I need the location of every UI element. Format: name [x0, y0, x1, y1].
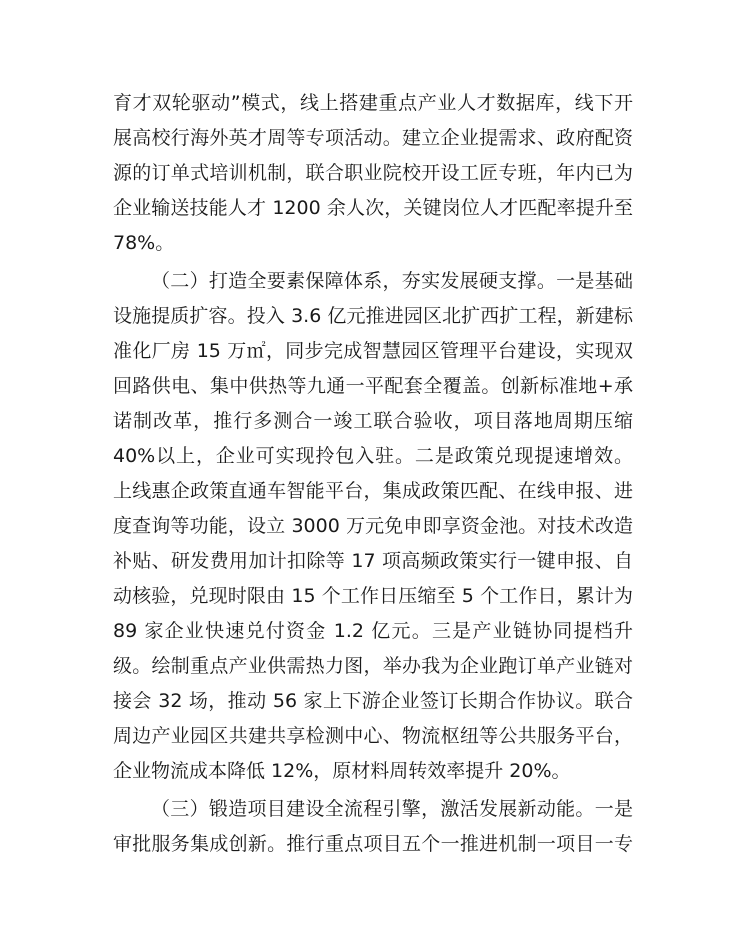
paragraph-1-line-1: 育才双轮驱动”模式，线上搭建重点产业人才数据库，线下开: [113, 92, 633, 114]
paragraph-2-line-14: 周边产业园区共建共享检测中心、物流枢纽等公共服务平台，: [113, 725, 633, 747]
paragraph-2-line-15: 企业物流成本降低 12%，原材料周转效率提升 20%。: [113, 760, 571, 782]
paragraph-2-line-8: 度查询等功能，设立 3000 万元免申即享资金池。对技术改造: [113, 515, 633, 537]
paragraph-2-line-5: 诺制改革，推行多测合一竣工联合验收，项目落地周期压缩: [113, 410, 633, 432]
paragraph-1-line-4: 企业输送技能人才 1200 余人次，关键岗位人才匹配率提升至: [113, 197, 633, 219]
paragraph-2-line-7: 上线惠企政策直通车智能平台，集成政策匹配、在线申报、进: [113, 480, 633, 502]
paragraph-3-line-2: 审批服务集成创新。推行重点项目五个一推进机制一项目一专: [113, 833, 633, 855]
paragraph-2-line-3: 准化厂房 15 万㎡，同步完成智慧园区管理平台建设，实现双: [113, 340, 633, 362]
paragraph-2-line-13: 接会 32 场，推动 56 家上下游企业签订长期合作协议。联合: [113, 690, 633, 712]
paragraph-2-line-1: （二）打造全要素保障体系，夯实发展硬支撑。一是基础: [151, 270, 633, 292]
paragraph-2-line-6: 40%以上，企业可实现拎包入驻。二是政策兑现提速增效。: [113, 445, 633, 467]
paragraph-2-line-2: 设施提质扩容。投入 3.6 亿元推进园区北扩西扩工程，新建标: [113, 305, 633, 327]
paragraph-1-line-2: 展高校行海外英才周等专项活动。建立企业提需求、政府配资: [113, 127, 633, 149]
paragraph-1-line-3: 源的订单式培训机制，联合职业院校开设工匠专班，年内已为: [113, 162, 633, 184]
paragraph-2-line-10: 动核验，兑现时限由 15 个工作日压缩至 5 个工作日，累计为: [113, 585, 633, 607]
paragraph-3-line-1: （三）锻造项目建设全流程引擎，激活发展新动能。一是: [151, 798, 633, 820]
paragraph-1-line-5: 78%。: [113, 232, 175, 254]
paragraph-2-line-11: 89 家企业快速兑付资金 1.2 亿元。三是产业链协同提档升: [113, 620, 633, 642]
paragraph-2-line-12: 级。绘制重点产业供需热力图，举办我为企业跑订单产业链对: [113, 655, 633, 677]
paragraph-2-line-9: 补贴、研发费用加计扣除等 17 项高频政策实行一键申报、自: [113, 550, 633, 572]
paragraph-2-line-4: 回路供电、集中供热等九通一平配套全覆盖。创新标准地+承: [113, 375, 633, 397]
